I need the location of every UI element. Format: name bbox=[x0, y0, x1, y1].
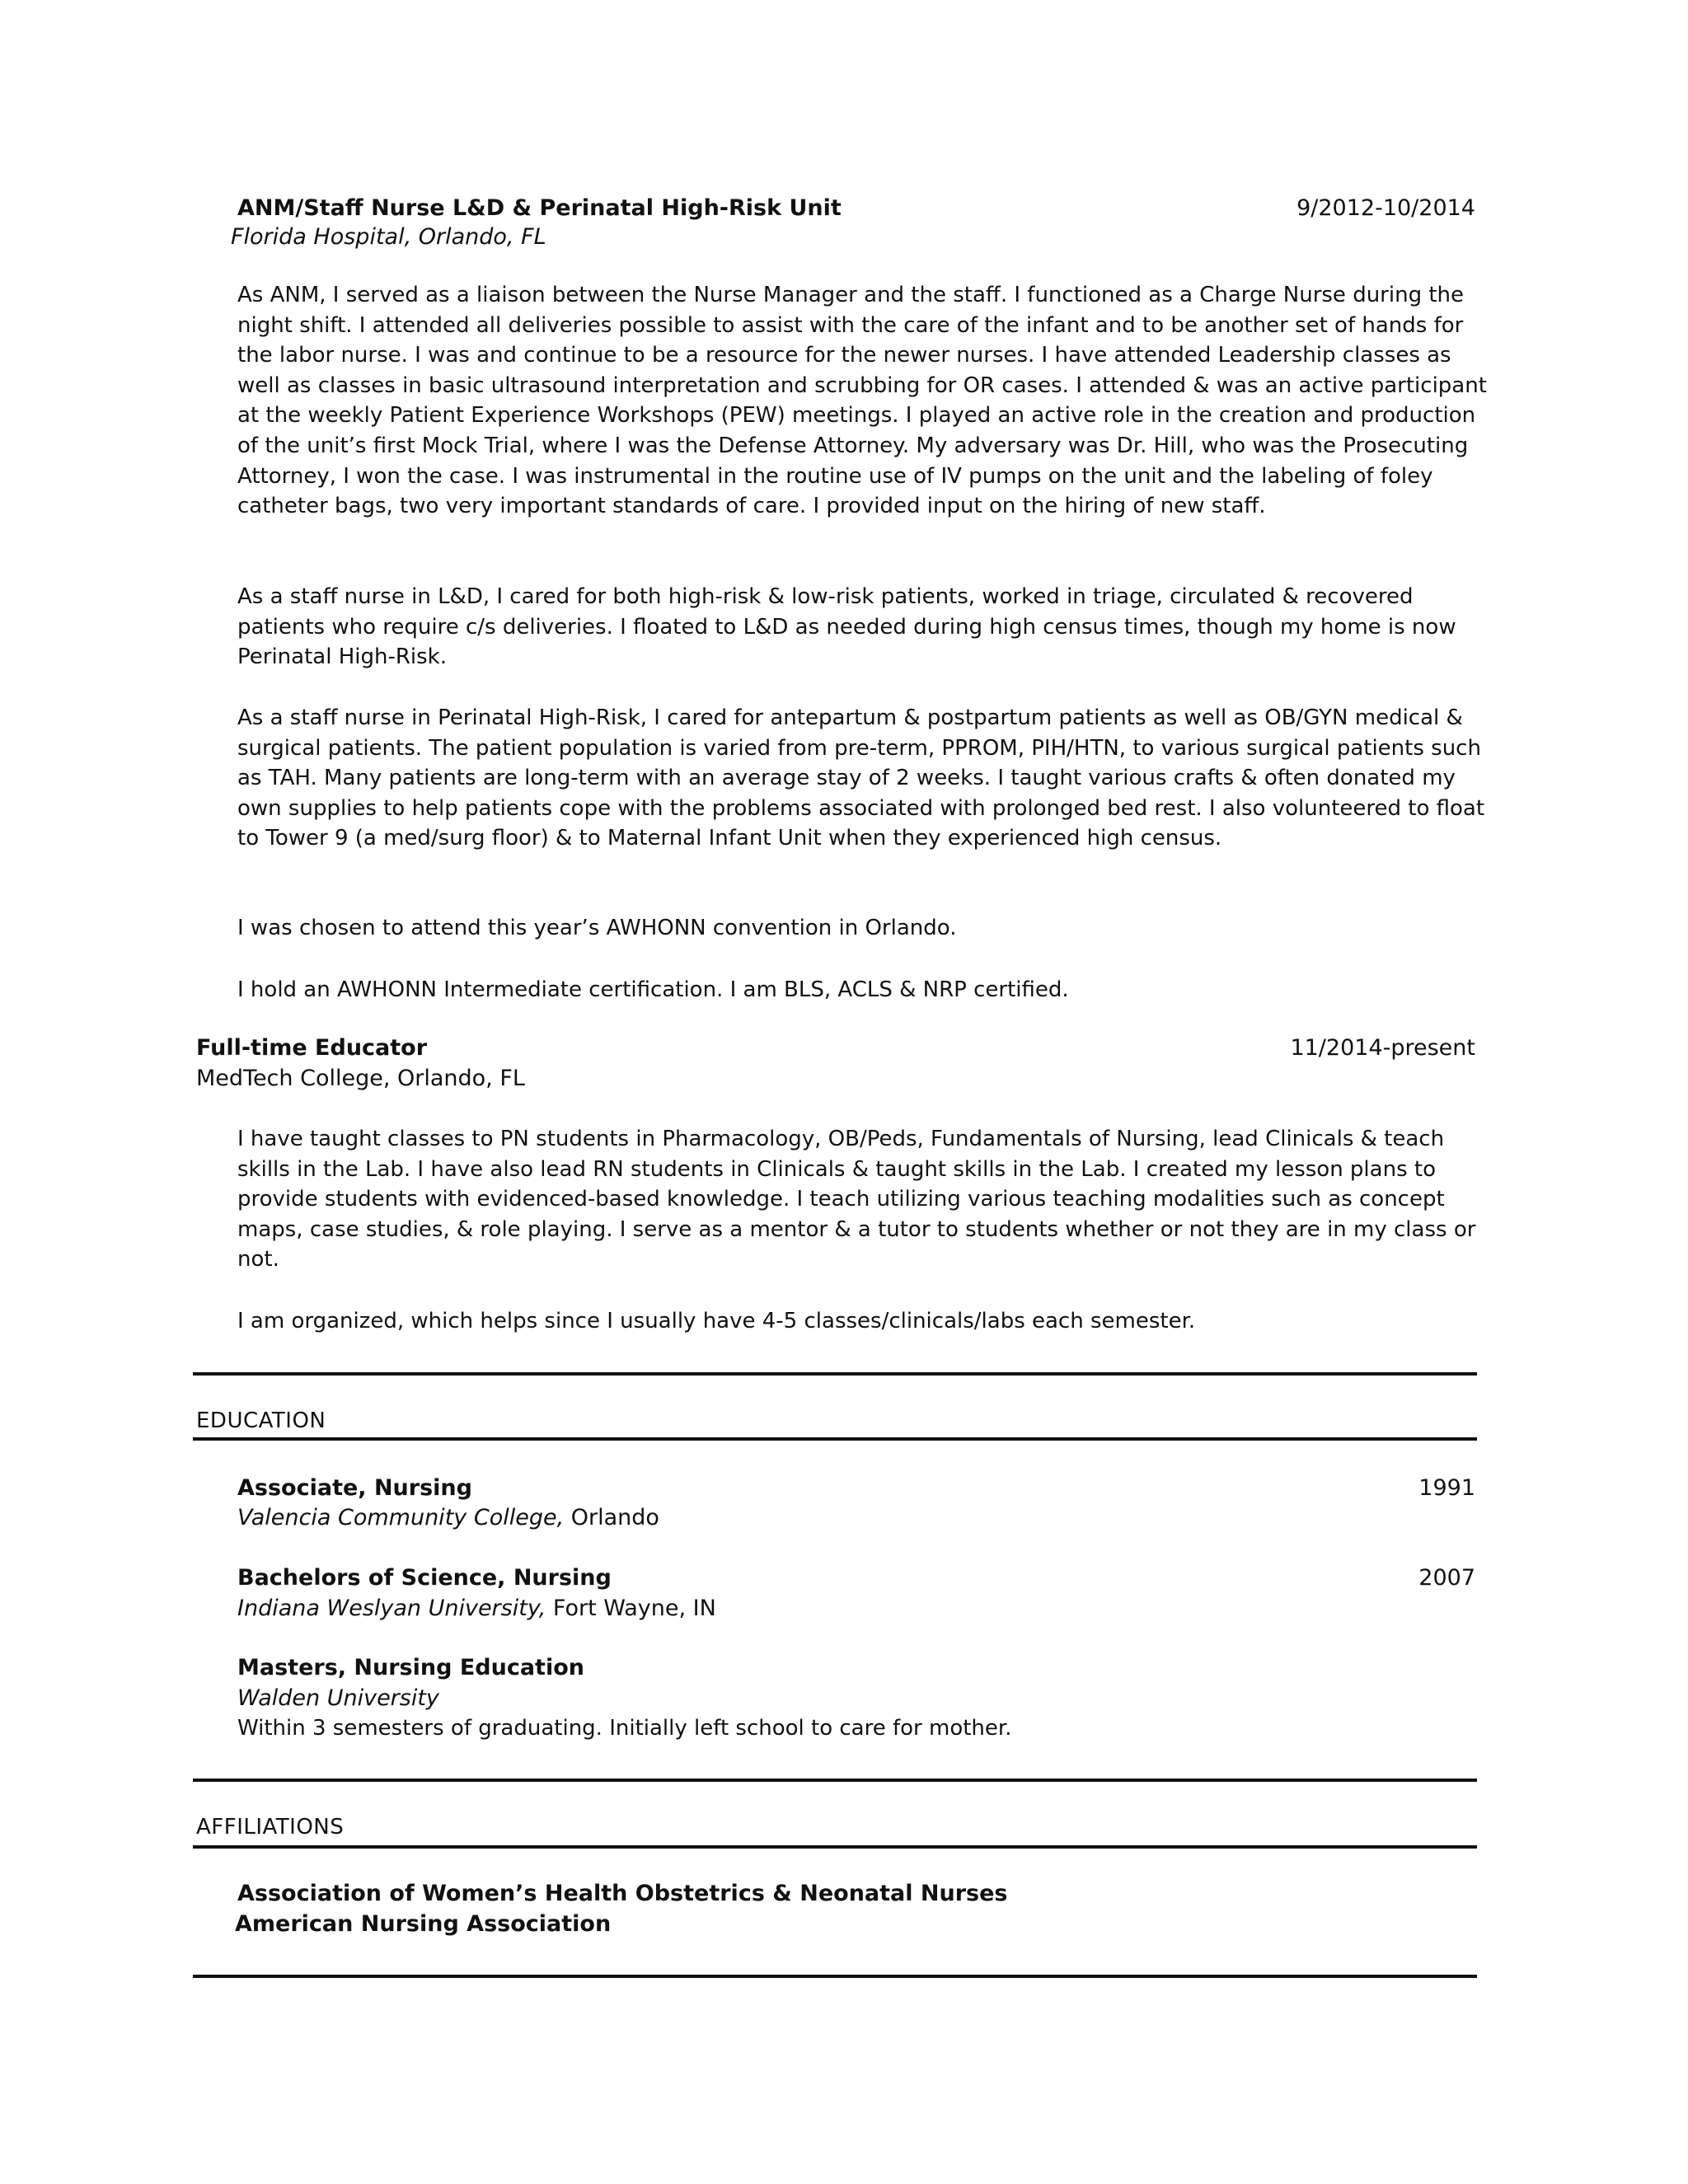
affiliation-item: Association of Women’s Health Obstetrics & Neonatal Nurses bbox=[237, 1881, 1008, 1906]
job-title: Full-time Educator bbox=[196, 1035, 428, 1061]
job-title: ANM/Staff Nurse L&D & Perinatal High-Risk Unit bbox=[237, 195, 842, 221]
job-description-paragraph: I hold an AWHONN Intermediate certification. I am BLS, ACLS & NRP certified. bbox=[237, 977, 1069, 1002]
job-dates: 11/2014-present bbox=[1290, 1035, 1475, 1061]
job-description-paragraph: As ANM, I served as a liaison between the Nurse Manager and the staff. I functioned as a Charge Nurse during the night shift. I attended all deliveries possible to assist with the care of the infant and to be another set of hands for the labor nurse. I was and continue to be a resource for the newer nurses. I have attended Leadership classes as well as classes in basic ultrasound interpretation and scrubbing for OR cases. I attended & was an active participant at the weekly Patient Experience Workshops (PEW) meetings. I played an active role in the creation and production of the unit’s first Mock Trial, where I was the Defense Attorney. My adversary was Dr. Hill, who was the Prosecuting Attorney, I won the case. I was instrumental in the routine use of IV pumps on the unit and the labeling of foley catheter bags, two very important standards of care. I provided input on the hiring of new staff. bbox=[237, 283, 1487, 519]
education-year: 1991 bbox=[1418, 1475, 1475, 1501]
affiliations-heading: AFFILIATIONS bbox=[196, 1815, 345, 1840]
education-heading: EDUCATION bbox=[196, 1408, 326, 1433]
job-description-paragraph: As a staff nurse in Perinatal High-Risk, I cared for antepartum & postpartum patients as well as OB/GYN medical & surgical patients. The patient population is varied from pre-term, PPROM, PIH/HTN, to various surgical patients such as TAH. Many patients are long-term with an average stay of 2 weeks. I taught various crafts & often donated my own supplies to help patients cope with the problems associated with prolonged bed rest. I also volunteered to float to Tower 9 (a med/surg floor) & to Maternal Infant Unit when they experienced high census. bbox=[237, 705, 1485, 851]
job-description-paragraph: As a staff nurse in L&D, I cared for both high-risk & low-risk patients, worked in triage, circulated & recovered patients who require c/s deliveries. I floated to L&D as needed during high census times, though my home is now Perinatal High-Risk. bbox=[237, 584, 1456, 670]
school-name: Walden University bbox=[237, 1685, 439, 1711]
section-divider bbox=[193, 1975, 1477, 1978]
job-dates: 9/2012-10/2014 bbox=[1296, 195, 1475, 221]
affiliation-item: American Nursing Association bbox=[235, 1911, 612, 1937]
school-name: Indiana Weslyan University, bbox=[237, 1596, 546, 1621]
education-school bbox=[237, 1594, 716, 1624]
section-divider bbox=[193, 1372, 1477, 1376]
job-description-paragraph: I was chosen to attend this year’s AWHONN convention in Orlando. bbox=[237, 916, 957, 940]
job-organization: Florida Hospital, Orlando, FL bbox=[231, 224, 546, 250]
education-note: Within 3 semesters of graduating. Initially left school to care for mother. bbox=[237, 1716, 1012, 1741]
education-year: 2007 bbox=[1418, 1565, 1475, 1591]
education-school bbox=[237, 1503, 659, 1533]
job-description-paragraph: I have taught classes to PN students in Pharmacology, OB/Peds, Fundamentals of Nursing, lead Clinicals & teach skills in the Lab. I have also lead RN students in Clinicals & taught skills in the Lab. I created my lesson plans to provide students with evidenced-based knowledge. I teach utilizing various teaching modalities such as concept maps, case studies, & role playing. I serve as a mentor & a tutor to students whether or not they are in my class or not. bbox=[237, 1127, 1476, 1272]
section-divider bbox=[193, 1779, 1477, 1782]
education-school bbox=[237, 1684, 439, 1713]
school-name: Valencia Community College, bbox=[237, 1505, 565, 1530]
section-divider bbox=[193, 1845, 1477, 1849]
job-organization: MedTech College, Orlando, FL bbox=[196, 1066, 525, 1091]
education-degree: Masters, Nursing Education bbox=[237, 1655, 584, 1680]
education-degree: Bachelors of Science, Nursing bbox=[237, 1565, 612, 1591]
school-location: Fort Wayne, IN bbox=[546, 1596, 716, 1621]
job-description-paragraph: I am organized, which helps since I usually have 4-5 classes/clinicals/labs each semester. bbox=[237, 1309, 1196, 1333]
section-divider bbox=[193, 1437, 1477, 1441]
school-location: Orlando bbox=[564, 1505, 659, 1530]
education-degree: Associate, Nursing bbox=[237, 1475, 472, 1501]
